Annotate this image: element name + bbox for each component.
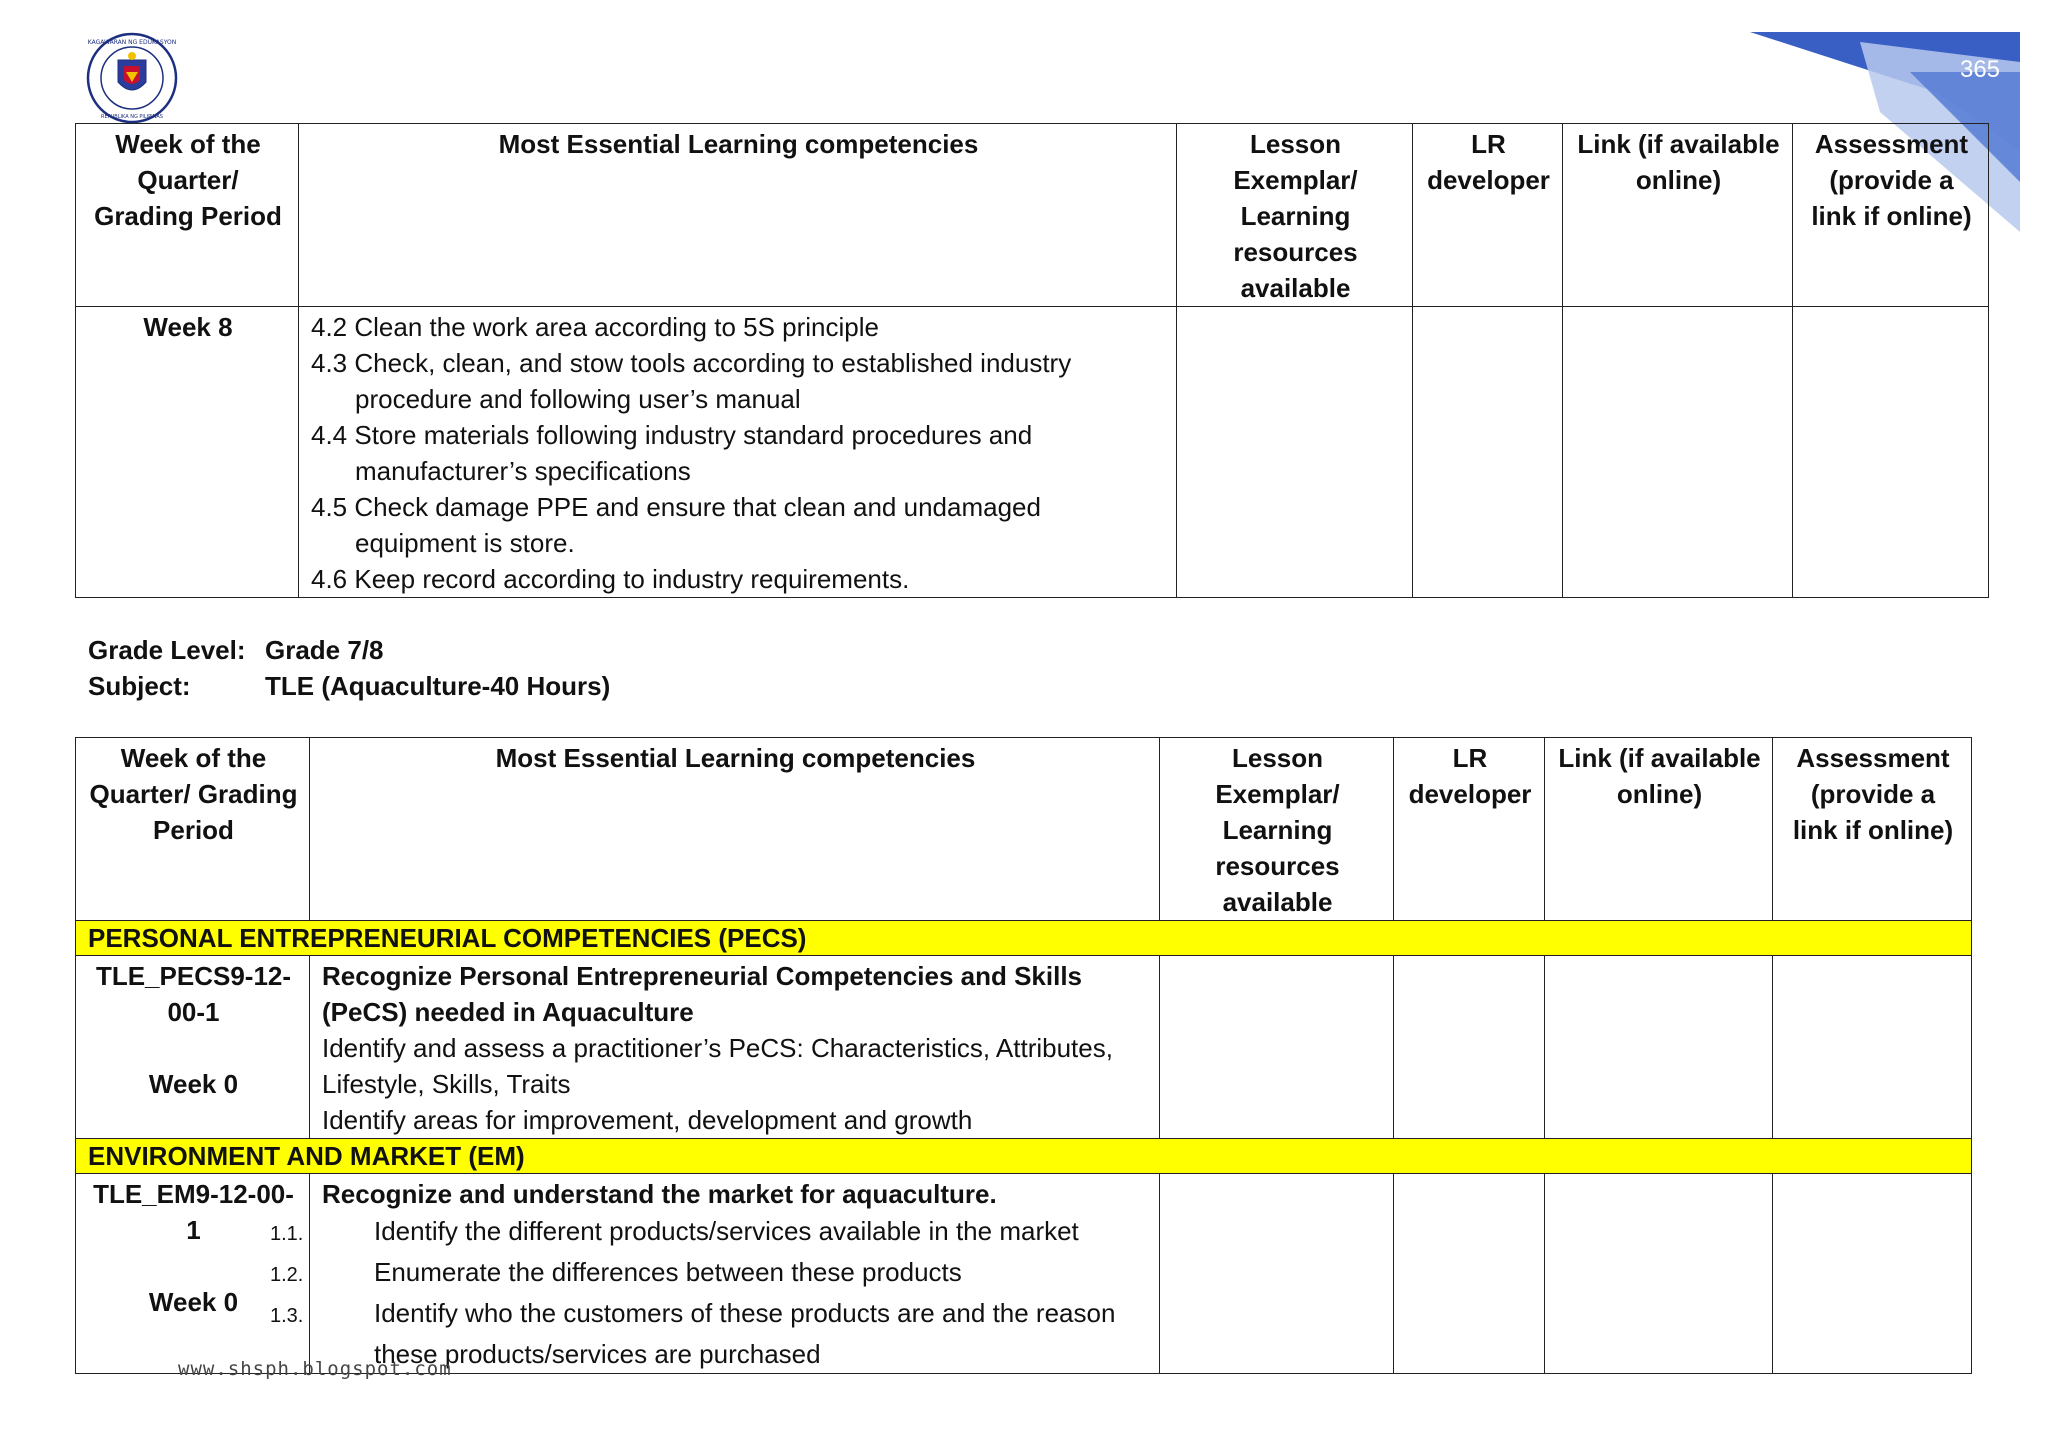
deped-seal-logo <box>86 32 178 124</box>
header-assessment: Assessment (provide a link if online) <box>1773 738 1972 921</box>
competency-item: 4.6 Keep record according to industry requirements. <box>311 564 910 594</box>
assessment-cell <box>1773 956 1972 1139</box>
grade-level-label: Grade Level: <box>88 635 246 665</box>
item-text: Enumerate the differences between these products <box>374 1257 962 1287</box>
section-band-pecs <box>76 921 1972 956</box>
header-link: Link (if available online) <box>1545 738 1773 921</box>
competency-item: 4.4 Store materials following industry standard procedures and <box>311 420 1033 450</box>
grade-level-line <box>88 632 384 668</box>
competency-title: Recognize and understand the market for aquaculture. <box>322 1179 997 1209</box>
competency-cell <box>310 956 1160 1139</box>
header-lesson-exemplar: Lesson Exemplar/ Learning resources available <box>1160 738 1394 921</box>
seal-top-text: KAGAWARAN NG EDUKASYON <box>87 39 177 46</box>
competency-item-continued: equipment is store. <box>355 528 575 558</box>
assessment-cell <box>1793 307 1989 598</box>
header-week: Week of the Quarter/ Grading Period <box>76 738 310 921</box>
code-week-cell <box>76 956 310 1139</box>
item-text: Identify the different products/services available in the market <box>374 1216 1079 1246</box>
section-title-em: ENVIRONMENT AND MARKET (EM) <box>76 1139 1972 1174</box>
competency-cell <box>299 307 1177 598</box>
lr-developer-cell <box>1394 1174 1545 1374</box>
item-number: 1.2. <box>270 1264 304 1286</box>
item-text: Identify who the customers of these products are and the reason these products/services are purchased <box>374 1298 1116 1369</box>
competency-cell <box>270 1174 1160 1374</box>
header-assessment: Assessment (provide a link if online) <box>1793 124 1989 307</box>
competency-item: 4.3 Check, clean, and stow tools according to established industry <box>311 348 1072 378</box>
footer-url: www.shsph.blogspot.com <box>178 1358 452 1380</box>
week-cell: Week 8 <box>76 307 299 598</box>
spacer <box>88 1248 299 1284</box>
section-title-pecs: PERSONAL ENTREPRENEURIAL COMPETENCIES (PECS) <box>76 921 1972 956</box>
competency-code: TLE_EM9-12-00-1 <box>93 1179 294 1245</box>
week-label: Week 0 <box>148 1287 239 1317</box>
page-number: 365 <box>1959 56 2001 83</box>
competency-item: 4.5 Check damage PPE and ensure that clean and undamaged <box>311 492 1041 522</box>
competency-item-continued: procedure and following user’s manual <box>355 384 801 414</box>
competency-item: Identify areas for improvement, development and growth <box>322 1105 973 1135</box>
lr-developer-cell <box>1413 307 1563 598</box>
subject-label: Subject: <box>88 671 191 701</box>
header-week: Week of the Quarter/ Grading Period <box>76 124 299 307</box>
table-header-row <box>76 124 1989 307</box>
item-number: 1.1. <box>270 1223 304 1245</box>
table-row <box>76 1174 1972 1374</box>
header-lesson-exemplar: Lesson Exemplar/ Learning resources available <box>1177 124 1413 307</box>
assessment-cell <box>1773 1174 1972 1374</box>
grade-level-value: Grade 7/8 <box>265 635 384 665</box>
competency-item-continued: manufacturer’s specifications <box>355 456 691 486</box>
link-cell <box>1545 956 1773 1139</box>
header-melc: Most Essential Learning competencies <box>310 738 1160 921</box>
section-band-em <box>76 1139 1972 1174</box>
lr-developer-cell <box>1394 956 1545 1139</box>
header-melc: Most Essential Learning competencies <box>299 124 1177 307</box>
lesson-exemplar-cell <box>1160 956 1394 1139</box>
item-number: 1.3. <box>270 1305 304 1327</box>
spacer <box>88 1030 299 1066</box>
week-label: Week 0 <box>148 1069 239 1099</box>
subject-value: TLE (Aquaculture-40 Hours) <box>265 671 611 701</box>
competencies-table-1 <box>75 123 1989 598</box>
competency-code: TLE_PECS9-12-00-1 <box>95 961 292 1027</box>
numbered-item <box>270 1212 1149 1253</box>
competencies-table-2 <box>75 737 1972 1374</box>
table-row <box>76 307 1989 598</box>
lesson-exemplar-cell <box>1177 307 1413 598</box>
link-cell <box>1545 1174 1773 1374</box>
numbered-item <box>270 1253 1149 1294</box>
competency-item: 4.2 Clean the work area according to 5S principle <box>311 312 879 342</box>
link-cell <box>1563 307 1793 598</box>
lesson-exemplar-cell <box>1160 1174 1394 1374</box>
table-row <box>76 956 1972 1139</box>
competency-item: Identify and assess a practitioner’s PeCS: Characteristics, Attributes, Lifestyle, Skills, Traits <box>322 1033 1113 1099</box>
header-lr-developer: LR developer <box>1413 124 1563 307</box>
competency-title: Recognize Personal Entrepreneurial Competencies and Skills (PeCS) needed in Aquaculture <box>322 961 1083 1027</box>
header-lr-developer: LR developer <box>1394 738 1545 921</box>
subject-line <box>88 668 610 704</box>
table-header-row <box>76 738 1972 921</box>
header-link: Link (if available online) <box>1563 124 1793 307</box>
seal-bottom-text: REPUBLIKA NG PILIPINAS <box>101 114 163 120</box>
